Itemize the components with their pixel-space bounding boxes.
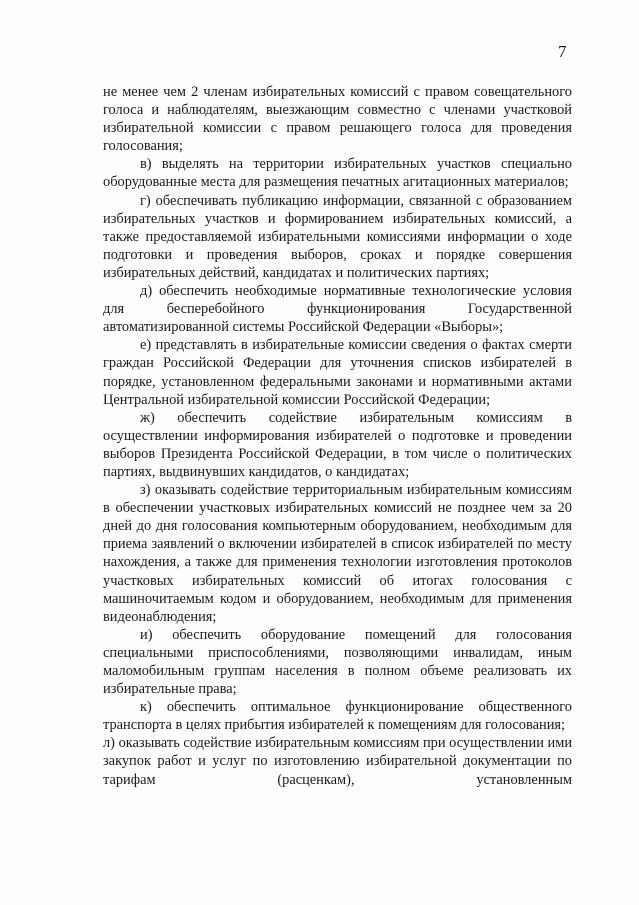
paragraph-item-e: е) представлять в избирательные комиссии сведения о фактах смерти граждан Российской Федерации для уточнения списков избирателей в порядке, установленном федеральными законами и нормативными актами Центральной избирательной комиссии Российской Федерации; (103, 337, 572, 408)
paragraph-item-z: з) оказывать содействие территориальным избирательным комиссиям в обеспечении участковых избирательных комиссий не позднее чем за 20 дней до дня голосования компьютерным оборудованием, необходимым для приема заявлений о включении избирателей в список избирателей по месту нахождения, а также для применения технологии изготовления протоколов участковых избирательных комиссий об итогах голосования с машиночитаемым кодом и оборудованием, необходимым для применения видеонаблюдения; (103, 482, 572, 625)
paragraph-item-i: и) обеспечить оборудование помещений для голосования специальными приспособлениями, позволяющими инвалидам, иным маломобильным группам населения в полном объеме реализовать их избирательные права; (103, 626, 572, 698)
paragraph-item-k: к) обеспечить оптимальное функционирование общественного транспорта в целях прибытия избирателей к помещениям для голосования; (103, 699, 572, 734)
paragraph-item-zh: ж) обеспечить содействие избирательным комиссиям в осуществлении информирования избирателей о подготовке и проведении выборов Президента Российской Федерации, в том числе о политических партиях, выдвинувших кандидатов, о кандидатах; (103, 409, 572, 480)
paragraph-item-g: г) обеспечивать публикацию информации, связанной с образованием избирательных участков и формированием избирательных комиссий, а также предоставляемой избирательными комиссиями информации о ходе подготовки и проведения выборов, сроках и порядке совершения избирательных действий, кандидатах и политических партиях; (103, 192, 572, 281)
document-body (103, 83, 572, 789)
paragraph-item-l: л) оказывать содействие избирательным комиссиям при осуществлении ими закупок работ и услуг по изготовлению избирательной документации по тарифам (расценкам), установленным (103, 735, 573, 788)
paragraph-continuation: не менее чем 2 членам избирательных комиссий с правом совещательного голоса и наблюдателям, выезжающим совместно с членами участковой избирательной комиссии с правом решающего голоса для проведения голосования; (103, 84, 572, 155)
page-number: 7 (558, 42, 567, 61)
paragraph-item-v: в) выделять на территории избирательных участков специально оборудованные места для размещения печатных агитационных материалов; (103, 156, 572, 191)
paragraph-item-d: д) обеспечить необходимые нормативные технологические условия для бесперебойного функционирования Государственной автоматизированной системы Российской Федерации «Выборы»; (103, 283, 572, 336)
